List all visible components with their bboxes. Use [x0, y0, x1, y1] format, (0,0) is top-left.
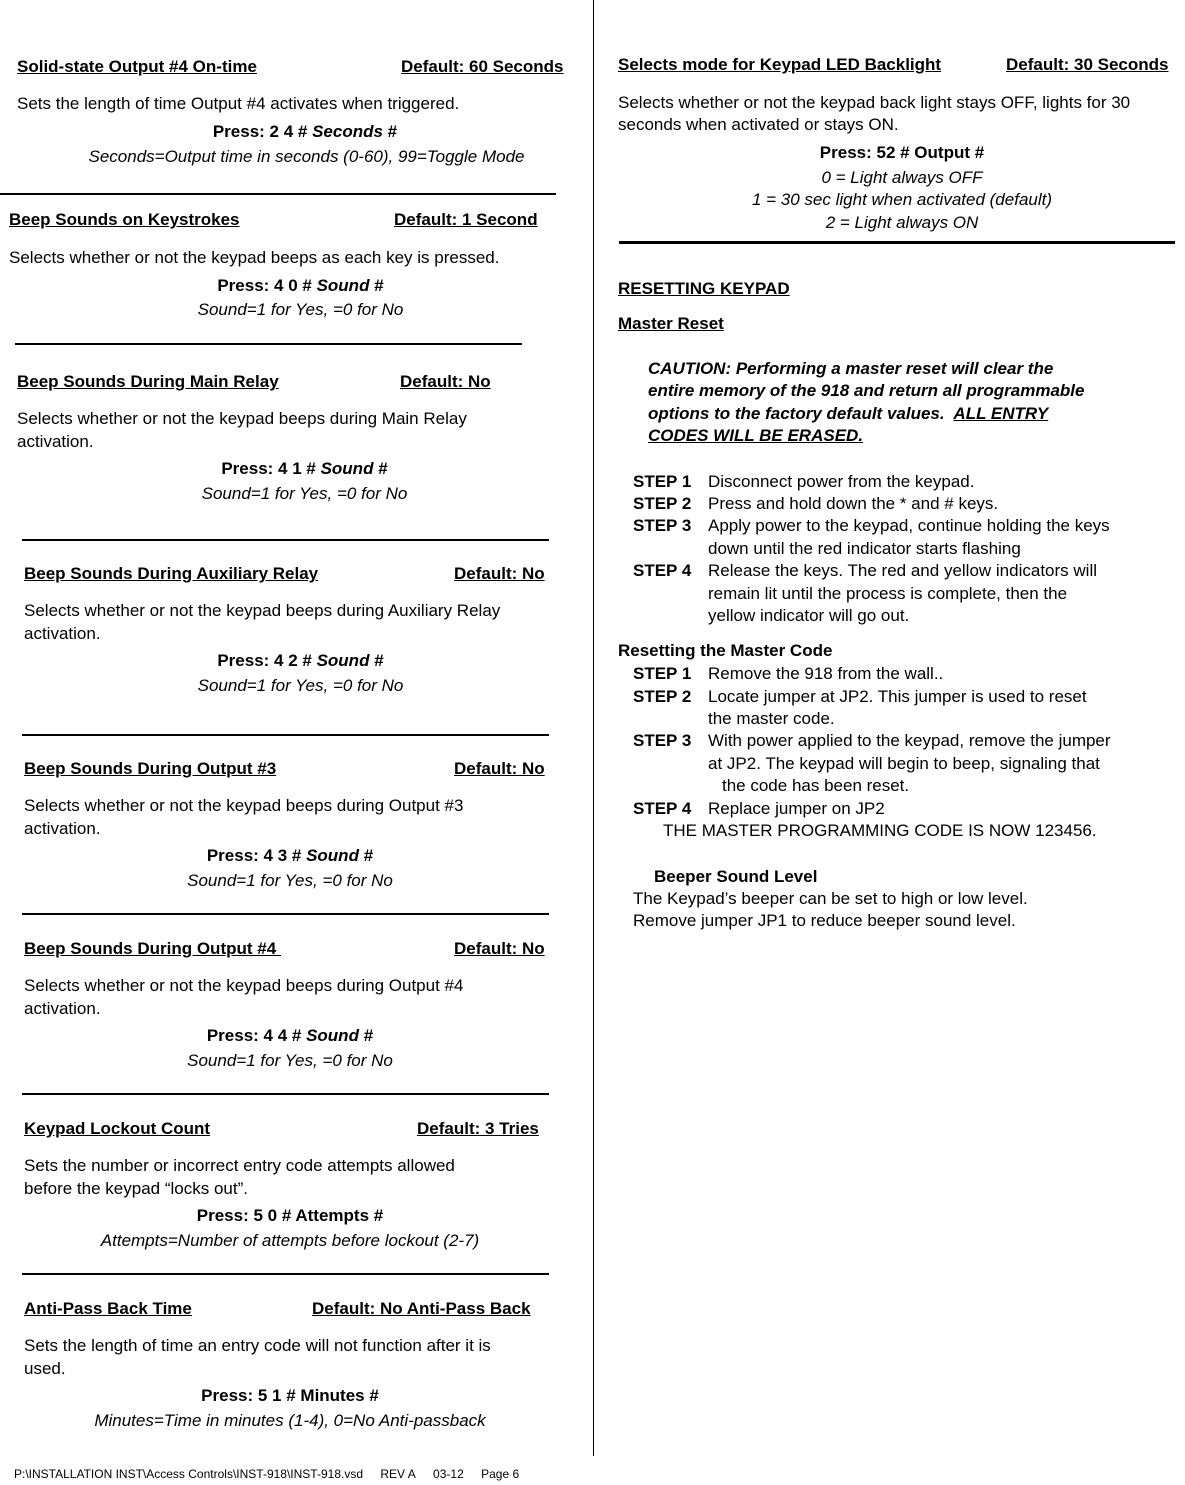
- beep-output3-default: Default: No: [454, 759, 545, 778]
- beep-output4-desc: Selects whether or not the keypad beeps during Output #4: [24, 976, 464, 995]
- backlight-desc-2: seconds when activated or stays ON.: [618, 115, 899, 134]
- lockout-count-title: Keypad Lockout Count: [24, 1119, 211, 1138]
- beep-output4-note: Sound=1 for Yes, =0 for No: [187, 1051, 393, 1070]
- beep-main-relay-desc-2: activation.: [17, 432, 94, 451]
- section-divider: [22, 1273, 549, 1275]
- mc-step-3-text: With power applied to the keypad, remove the jumper: [708, 731, 1111, 750]
- beep-output3-press: Press: 4 3 # Sound #: [206, 846, 374, 865]
- mc-step-2-text: Locate jumper at JP2. This jumper is used to reset: [708, 687, 1087, 706]
- caution-line-1: CAUTION: Performing a master reset will clear the: [648, 359, 1054, 378]
- mc-step-2-text-2: the master code.: [708, 709, 835, 728]
- mc-step-1-text: Remove the 918 from the wall..: [708, 664, 944, 683]
- mr-step-4-text: Release the keys. The red and yellow indicators will: [708, 561, 1097, 580]
- section-divider: [619, 241, 1175, 244]
- master-code-now: THE MASTER PROGRAMMING CODE IS NOW 123456.: [663, 821, 1097, 840]
- mr-step-2-text: Press and hold down the * and # keys.: [708, 494, 999, 513]
- backlight-default: Default: 30 Seconds: [1006, 55, 1169, 74]
- mc-step-4-text: Replace jumper on JP2: [708, 799, 885, 818]
- caution-line-2: entire memory of the 918 and return all programmable: [648, 381, 1085, 400]
- beep-aux-relay-desc-2: activation.: [24, 624, 101, 643]
- section-divider: [22, 539, 549, 541]
- mr-step-1-label: STEP 1: [633, 472, 692, 491]
- mc-step-4-label: STEP 4: [633, 799, 692, 818]
- backlight-desc: Selects whether or not the keypad back light stays OFF, lights for 30: [618, 93, 1131, 112]
- beep-output4-desc-2: activation.: [24, 999, 101, 1018]
- beep-main-relay-desc: Selects whether or not the keypad beeps during Main Relay: [17, 409, 467, 428]
- master-code-heading: Resetting the Master Code: [618, 641, 833, 660]
- column-divider: [593, 0, 594, 1456]
- output4-ontime-press: Press: 2 4 # Seconds #: [212, 122, 398, 141]
- antipass-desc: Sets the length of time an entry code will not function after it is: [24, 1336, 491, 1355]
- antipass-press: Press: 5 1 # Minutes #: [201, 1386, 379, 1405]
- beep-aux-relay-default: Default: No: [454, 564, 545, 583]
- mc-step-3-text-2: at JP2. The keypad will begin to beep, signaling that: [708, 754, 1100, 773]
- section-divider: [22, 913, 549, 915]
- backlight-title: Selects mode for Keypad LED Backlight: [618, 55, 942, 74]
- antipass-desc-2: used.: [24, 1359, 66, 1378]
- beep-main-relay-title: Beep Sounds During Main Relay: [17, 372, 279, 391]
- lockout-count-default: Default: 3 Tries: [417, 1119, 539, 1138]
- antipass-title: Anti-Pass Back Time: [24, 1299, 192, 1318]
- output4-ontime-default: Default: 60 Seconds: [401, 57, 564, 76]
- section-divider: [15, 343, 522, 345]
- beep-main-relay-default: Default: No: [400, 372, 491, 391]
- mc-step-3-label: STEP 3: [633, 731, 692, 750]
- mr-step-3-label: STEP 3: [633, 516, 692, 535]
- beep-output4-title: Beep Sounds During Output #4: [24, 939, 281, 958]
- resetting-keypad-heading: RESETTING KEYPAD: [618, 279, 790, 298]
- mr-step-1-text: Disconnect power from the keypad.: [708, 472, 975, 491]
- output4-ontime-note: Seconds=Output time in seconds (0-60), 99=Toggle Mode: [88, 147, 525, 166]
- beep-keystrokes-note: Sound=1 for Yes, =0 for No: [197, 300, 404, 319]
- mr-step-2-label: STEP 2: [633, 494, 692, 513]
- mr-step-4-text-3: yellow indicator will go out.: [708, 606, 910, 625]
- mr-step-4-text-2: remain lit until the process is complete, then the: [708, 584, 1068, 603]
- beep-output3-desc: Selects whether or not the keypad beeps during Output #3: [24, 796, 464, 815]
- footer-date: 03-12: [433, 1467, 464, 1481]
- lockout-count-note: Attempts=Number of attempts before lockout (2-7): [100, 1231, 480, 1250]
- antipass-default: Default: No Anti-Pass Back: [312, 1299, 531, 1318]
- footer-page: Page 6: [481, 1467, 520, 1481]
- mr-step-4-label: STEP 4: [633, 561, 692, 580]
- beep-output4-press: Press: 4 4 # Sound #: [206, 1026, 374, 1045]
- footer: [14, 1463, 533, 1485]
- caution-line-4: CODES WILL BE ERASED.: [648, 426, 864, 445]
- lockout-count-desc-2: before the keypad “locks out”.: [24, 1179, 248, 1198]
- section-divider: [22, 1093, 549, 1095]
- master-reset-heading: Master Reset: [618, 314, 724, 333]
- beep-output3-note: Sound=1 for Yes, =0 for No: [187, 871, 393, 890]
- lockout-count-desc: Sets the number or incorrect entry code attempts allowed: [24, 1156, 455, 1175]
- backlight-option-0: 0 = Light always OFF: [821, 168, 983, 187]
- section-divider: [22, 734, 549, 736]
- beep-output4-default: Default: No: [454, 939, 545, 958]
- beeper-heading: Beeper Sound Level: [654, 867, 818, 886]
- beep-aux-relay-press: Press: 4 2 # Sound #: [217, 651, 384, 670]
- beep-output3-title: Beep Sounds During Output #3: [24, 759, 277, 778]
- beep-aux-relay-desc: Selects whether or not the keypad beeps during Auxiliary Relay: [24, 601, 501, 620]
- beep-keystrokes-title: Beep Sounds on Keystrokes: [9, 210, 240, 229]
- mr-step-3-text-2: down until the red indicator starts flashing: [708, 539, 1021, 558]
- beep-keystrokes-default: Default: 1 Second: [394, 210, 538, 229]
- footer-path: P:\INSTALLATION INST\Access Controls\INST-918\INST-918.vsd: [14, 1467, 363, 1481]
- output4-ontime-desc: Sets the length of time Output #4 activates when triggered.: [17, 94, 460, 113]
- footer-rev: REV A: [380, 1467, 416, 1481]
- beep-aux-relay-title: Beep Sounds During Auxiliary Relay: [24, 564, 319, 583]
- beeper-text-1: The Keypad’s beeper can be set to high or low level.: [633, 889, 1028, 908]
- mr-step-3-text: Apply power to the keypad, continue holding the keys: [708, 516, 1110, 535]
- beep-main-relay-press: Press: 4 1 # Sound #: [221, 459, 388, 478]
- backlight-press: Press: 52 # Output #: [819, 143, 985, 162]
- lockout-count-press: Press: 5 0 # Attempts #: [196, 1206, 384, 1225]
- caution-line-3: options to the factory default values. ALL ENTRY: [648, 404, 1049, 423]
- section-divider: [0, 193, 556, 195]
- mc-step-3-text-3: the code has been reset.: [722, 776, 910, 795]
- antipass-note: Minutes=Time in minutes (1-4), 0=No Anti-passback: [94, 1411, 486, 1430]
- beep-aux-relay-note: Sound=1 for Yes, =0 for No: [197, 676, 404, 695]
- beep-main-relay-note: Sound=1 for Yes, =0 for No: [201, 484, 408, 503]
- beep-keystrokes-press: Press: 4 0 # Sound #: [217, 276, 384, 295]
- beep-keystrokes-desc: Selects whether or not the keypad beeps as each key is pressed.: [9, 248, 500, 267]
- backlight-option-1: 1 = 30 sec light when activated (default): [751, 190, 1053, 209]
- beeper-text-2: Remove jumper JP1 to reduce beeper sound level.: [633, 911, 1016, 930]
- output4-ontime-title: Solid-state Output #4 On-time: [17, 57, 257, 76]
- beep-output3-desc-2: activation.: [24, 819, 101, 838]
- mc-step-2-label: STEP 2: [633, 687, 692, 706]
- backlight-option-2: 2 = Light always ON: [825, 213, 979, 232]
- mc-step-1-label: STEP 1: [633, 664, 692, 683]
